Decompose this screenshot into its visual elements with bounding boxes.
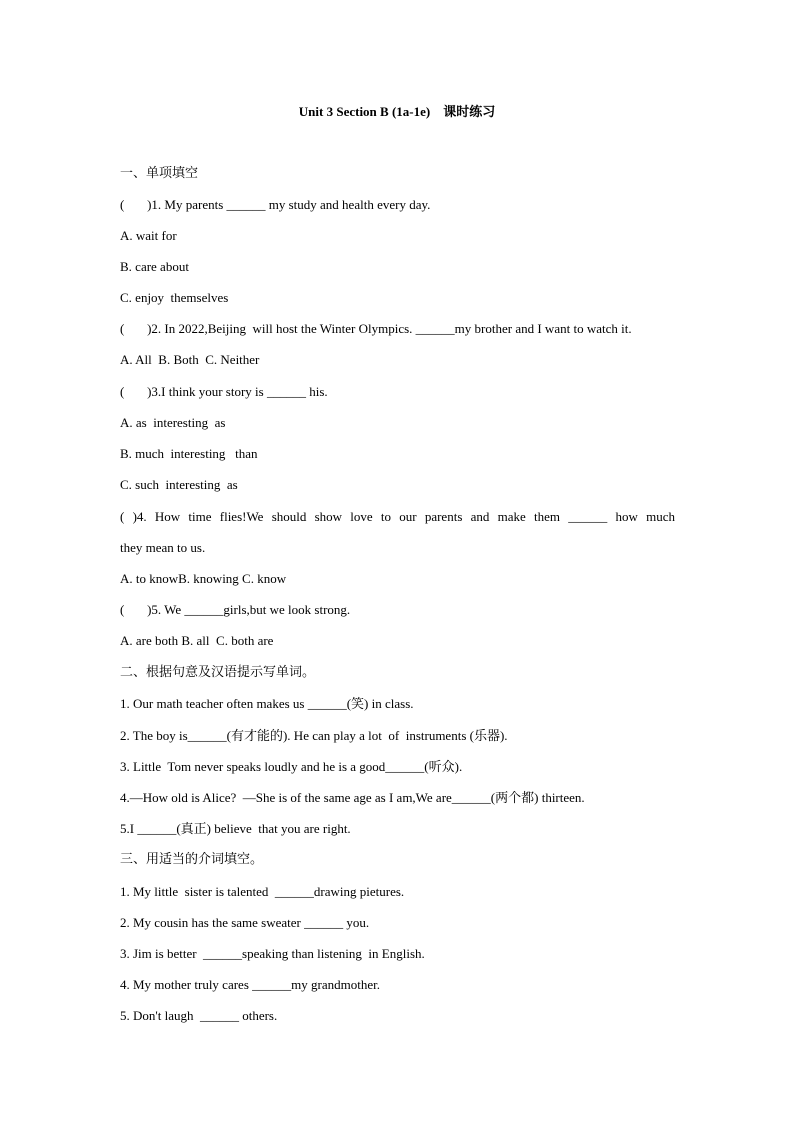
question-3-option-b: B. much interesting than [120, 446, 258, 461]
question-5-stem: ( )5. We ______girls,but we look strong. [120, 602, 351, 617]
section-2-item-4: 4.—How old is Alice? —She is of the same age as I am,We are______(两个都) thirteen. [120, 790, 585, 805]
section-3-heading: 三、用适当的介词填空。 [120, 852, 264, 867]
question-1-option-a: A. wait for [120, 228, 177, 243]
question-1-option-b: B. care about [120, 259, 189, 274]
question-4-stem-line-2: they mean to us. [120, 540, 206, 555]
question-3-option-c: C. such interesting as [120, 477, 238, 492]
question-1-stem: ( )1. My parents ______ my study and health every day. [120, 197, 431, 212]
section-2-item-2: 2. The boy is______(有才能的). He can play a lot of instruments (乐器). [120, 728, 508, 743]
worksheet-title: Unit 3 Section B (1a-1e) 课时练习 [298, 104, 496, 119]
question-4-options: A. to knowB. knowing C. know [120, 571, 287, 586]
question-3-stem: ( )3.I think your story is ______ his. [120, 384, 328, 399]
section-2-item-5: 5.I ______(真正) believe that you are right. [120, 821, 351, 836]
question-1-option-c: C. enjoy themselves [120, 290, 229, 305]
section-2-item-3: 3. Little Tom never speaks loudly and he is a good______(听众). [120, 759, 463, 774]
section-3-item-1: 1. My little sister is talented ______drawing pietures. [120, 884, 405, 899]
section-2-heading: 二、根据句意及汉语提示写单词。 [120, 665, 316, 680]
section-3-item-3: 3. Jim is better ______speaking than listening in English. [120, 946, 425, 961]
section-2-item-1: 1. Our math teacher often makes us ______(笑) in class. [120, 696, 414, 711]
question-2-stem: ( )2. In 2022,Beijing will host the Winter Olympics. ______my brother and I want to watch it. [120, 321, 632, 336]
question-4-stem-line-1: ( )4. How time flies!We should show love to our parents and make them ______ how much [120, 509, 675, 524]
section-1-heading: 一、单项填空 [120, 166, 199, 181]
question-5-options: A. are both B. all C. both are [120, 633, 274, 648]
question-2-options: A. All B. Both C. Neither [120, 352, 260, 367]
section-3-item-5: 5. Don't laugh ______ others. [120, 1008, 278, 1023]
question-3-option-a: A. as interesting as [120, 415, 226, 430]
section-3-item-2: 2. My cousin has the same sweater ______ you. [120, 915, 370, 930]
section-3-item-4: 4. My mother truly cares ______my grandmother. [120, 977, 380, 992]
